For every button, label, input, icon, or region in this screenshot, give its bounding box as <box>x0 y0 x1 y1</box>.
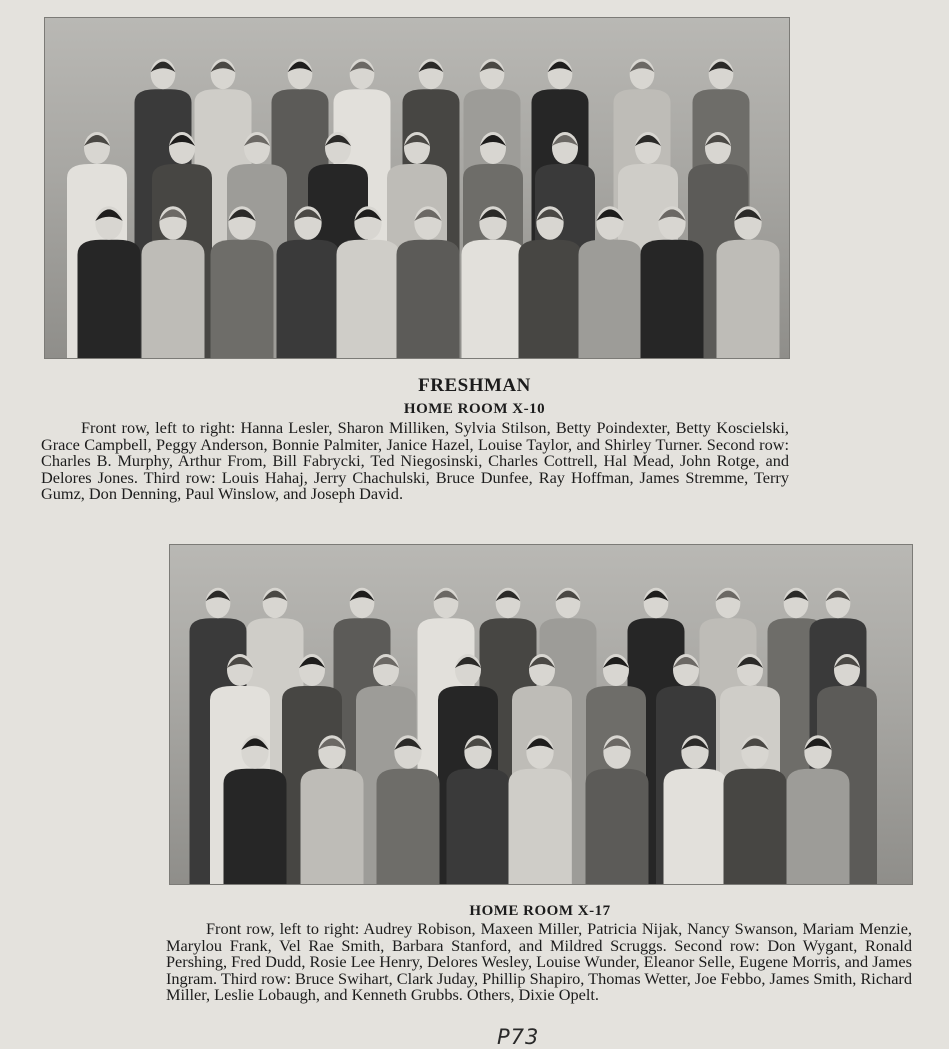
home-room-x10-title: HOME ROOM X-10 <box>403 401 546 417</box>
caption-text: Front row, left to right: Audrey Robison, Maxeen Miller, Patricia Nijak, Nancy Swanson, Mariam Menzie, Marylou Frank, Vel Rae Smith, Barbara Stanford, and Mildred Scruggs. Second row: Don Wygant, Ronald Pershing, Fred Dudd, Rosie Lee Henry, Delores Wesley, Louise Wunder, Eleanor Selle, Eugene Morris, and James Ingram. Third row: Bruce Swihart, Clark Juday, Phillip Shapiro, Thomas Wetter, Joe Febbo, James Smith, Richard Miller, Leslie Lobaugh, and Kenneth Grubbs. Others, Dixie Opelt. <box>166 919 912 1005</box>
caption-text: Front row, left to right: Hanna Lesler, Sharon Milliken, Sylvia Stilson, Betty Poindexter, Betty Koscielski, Grace Campbell, Peggy Anderson, Bonnie Palmiter, Janice Hazel, Louise Taylor, and Shirley Turner. Second row: Charles B. Murphy, Arthur From, Bill Fabrycki, Ted Niegosinski, Charles Cottrell, Hal Mead, John Rotge, and Delores Jones. Third row: Louis Hahaj, Jerry Chachulski, Bruce Dunfee, Ray Hoffman, James Stremme, Terry Gumz, Don Denning, Paul Winslow, and Joseph David. <box>41 418 789 504</box>
group-photo-figures <box>45 18 789 358</box>
class-photo-home-room-x10 <box>44 17 790 359</box>
home-room-x10-caption <box>41 420 789 503</box>
home-room-x17-title: HOME ROOM X-17 <box>469 903 611 919</box>
class-photo-home-room-x17 <box>169 544 913 885</box>
group-photo-figures <box>170 545 912 884</box>
home-room-x17-caption <box>166 921 912 1004</box>
handwritten-page-number: P73 <box>497 1025 540 1049</box>
section-title: FRESHMAN <box>418 375 531 396</box>
